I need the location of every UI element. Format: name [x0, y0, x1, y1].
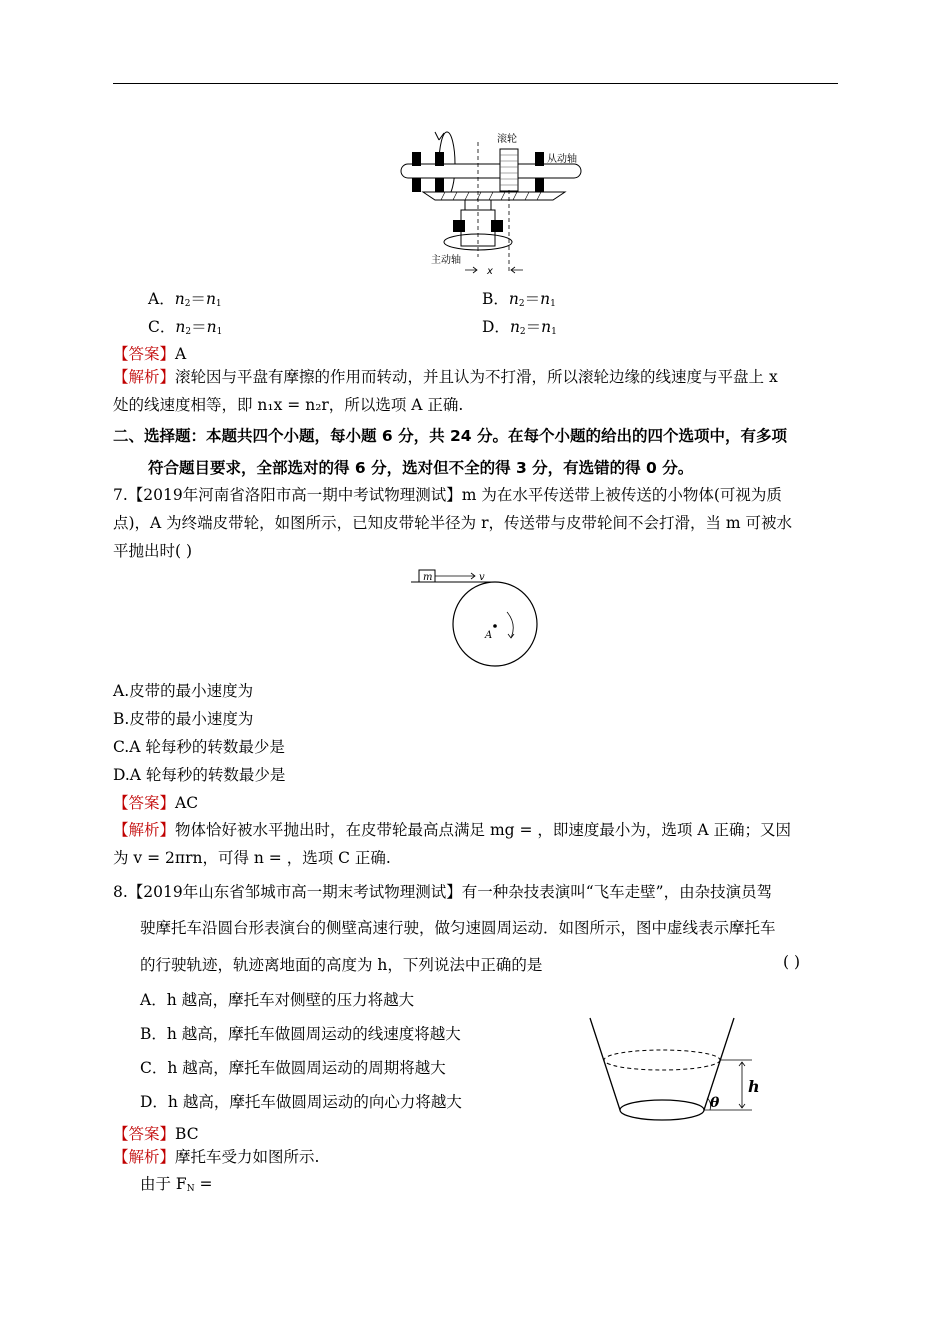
- section2-heading-line2: 符合题目要求，全部选对的得 6 分，选对但不全的得 3 分，有选错的得 0 分。: [148, 459, 694, 477]
- q8-stem-line1: 8.【2019年山东省邹城市高一期末考试物理测试】有一种杂技表演叫“飞车走壁”，由杂技演员驾: [113, 883, 773, 901]
- q6-analysis-line2: 处的线速度相等，即 n₁x = n₂r，所以选项 A 正确.: [113, 396, 464, 414]
- h-label: h: [748, 1077, 760, 1096]
- q7-analysis-line2: 为 v = 2πrn，可得 n = ，选项 C 正确.: [113, 849, 391, 867]
- q8-stem-line3: 的行驶轨迹，轨迹离地面的高度为 h，下列说法中正确的是: [140, 956, 543, 974]
- q6-option-b: B．$n_2=n_1$: [482, 290, 556, 309]
- q6-option-c: C．$n_2=n_1$: [148, 318, 223, 337]
- x-label: x: [487, 266, 493, 277]
- roller-label: 滚轮: [497, 134, 517, 145]
- q7-option-d: D.A 轮每秒的转数最少是: [113, 766, 286, 784]
- m-label: m: [423, 572, 433, 583]
- conveyor-wheel-figure: [405, 566, 555, 676]
- q8-option-c: C．h 越高，摩托车做圆周运动的周期将越大: [140, 1059, 446, 1077]
- drive-shaft-label: 主动轴: [431, 255, 461, 266]
- q7-answer: 【答案】AC: [113, 794, 199, 812]
- q7-option-b: B.皮带的最小速度为: [113, 710, 254, 728]
- q6-analysis-line1: 【解析】滚轮因与平盘有摩擦的作用而转动，并且认为不打滑，所以滚轮边缘的线速度与平盘上 x: [113, 368, 778, 386]
- q7-option-a: A.皮带的最小速度为: [113, 682, 254, 700]
- q7-option-c: C.A 轮每秒的转数最少是: [113, 738, 285, 756]
- a-label: A: [485, 630, 493, 641]
- q8-option-b: B．h 越高，摩托车做圆周运动的线速度将越大: [140, 1025, 461, 1043]
- q6-answer: 【答案】A: [113, 345, 187, 363]
- q8-answer-paren: ( ): [783, 953, 801, 971]
- section2-heading: 二、选择题：本题共四个小题，每小题 6 分，共 24 分。在每个小题的给出的四个选项中，有多项: [113, 427, 787, 445]
- roller-mechanism-figure: [395, 122, 595, 282]
- cone-track-figure: [584, 1014, 784, 1124]
- q8-answer: 【答案】BC: [113, 1125, 199, 1143]
- q8-option-a: A．h 越高，摩托车对侧壁的压力将越大: [140, 991, 415, 1009]
- q8-stem-line2: 驶摩托车沿圆台形表演台的侧壁高速行驶，做匀速圆周运动．如图所示，图中虚线表示摩托车: [140, 919, 776, 937]
- theta-label: θ: [710, 1095, 720, 1111]
- q7-stem-line1: 7.【2019年河南省洛阳市高一期中考试物理测试】m 为在水平传送带上被传送的小物体(可视为质: [113, 486, 782, 504]
- q8-option-d: D．h 越高，摩托车做圆周运动的向心力将越大: [140, 1093, 462, 1111]
- v-label: v: [479, 572, 485, 583]
- driven-shaft-label: 从动轴: [547, 154, 577, 165]
- q6-option-a: A．$n_2=n_1$: [148, 290, 222, 309]
- q7-analysis-line1: 【解析】物体恰好被水平抛出时，在皮带轮最高点满足 mg = ，即速度最小为，选项 A 正确；又因: [113, 821, 791, 839]
- q8-analysis-line1: 【解析】摩托车受力如图所示.: [113, 1148, 320, 1166]
- q7-stem-line2: 点)，A 为终端皮带轮，如图所示，已知皮带轮半径为 r，传送带与皮带轮间不会打滑，当 m 可被水: [113, 514, 793, 532]
- q7-stem-line3: 平抛出时( ): [113, 542, 193, 560]
- q6-option-d: D．$n_2=n_1$: [482, 318, 557, 337]
- q8-analysis-line2: 由于 $F_N$ =: [140, 1175, 213, 1194]
- header-rule: [113, 83, 838, 84]
